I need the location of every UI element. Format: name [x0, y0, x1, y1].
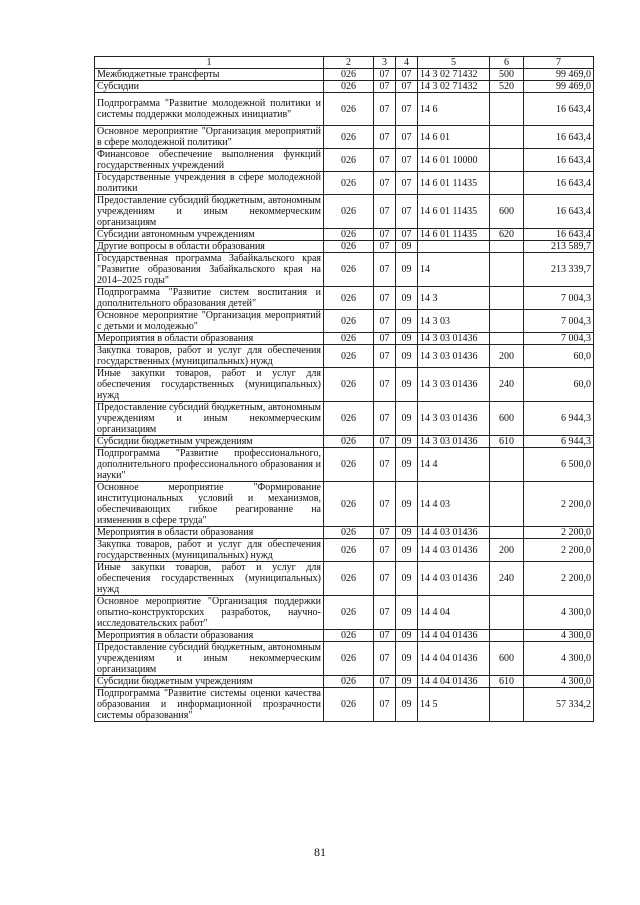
table-row: [95, 676, 594, 688]
row-section-code: 07: [374, 630, 396, 642]
row-name: Государственная программа Забайкальского края "Развитие образования Забайкальского края на 2014–2025 годы": [95, 253, 324, 287]
row-name: Субсидии автономным учреждениям: [95, 229, 324, 241]
row-amount: 4 300,0: [524, 596, 594, 630]
row-amount: 4 300,0: [524, 676, 594, 688]
row-name: Закупка товаров, работ и услуг для обеспечения государственных (муниципальных) нужд: [95, 539, 324, 562]
row-section-code: 07: [374, 368, 396, 402]
row-expense-type: [490, 149, 524, 172]
page-number: 81: [314, 845, 326, 859]
row-amount: 2 200,0: [524, 527, 594, 539]
row-expense-type: [490, 310, 524, 333]
table-header-row: [95, 57, 594, 69]
row-admin-code: 026: [324, 93, 374, 126]
row-admin-code: 026: [324, 676, 374, 688]
row-amount: 16 643,4: [524, 149, 594, 172]
table-row: [95, 345, 594, 368]
row-subsection-code: 09: [396, 448, 418, 482]
table-row: [95, 172, 594, 195]
row-amount: 60,0: [524, 345, 594, 368]
row-subsection-code: 09: [396, 310, 418, 333]
row-subsection-code: 07: [396, 229, 418, 241]
row-expense-type: 600: [490, 402, 524, 436]
row-name: Подпрограмма "Развитие профессионального, дополнительного профессионального образования и науки": [95, 448, 324, 482]
row-section-code: 07: [374, 642, 396, 676]
row-target-article: 14 3 03 01436: [418, 402, 490, 436]
row-subsection-code: 07: [396, 93, 418, 126]
row-target-article: 14 4 03 01436: [418, 527, 490, 539]
row-target-article: 14 4 03: [418, 482, 490, 527]
row-section-code: 07: [374, 69, 396, 81]
table-row: [95, 229, 594, 241]
row-name: Мероприятия в области образования: [95, 630, 324, 642]
row-section-code: 07: [374, 345, 396, 368]
row-target-article: 14 6 01 11435: [418, 195, 490, 229]
table-row: [95, 69, 594, 81]
row-target-article: 14 4 03 01436: [418, 562, 490, 596]
row-admin-code: 026: [324, 448, 374, 482]
row-target-article: 14 4 03 01436: [418, 539, 490, 562]
row-subsection-code: 09: [396, 287, 418, 310]
row-name: Иные закупки товаров, работ и услуг для обеспечения государственных (муниципальных) нужд: [95, 368, 324, 402]
row-target-article: 14 6 01: [418, 126, 490, 149]
row-subsection-code: 07: [396, 172, 418, 195]
row-amount: 99 469,0: [524, 69, 594, 81]
row-admin-code: 026: [324, 81, 374, 93]
row-admin-code: 026: [324, 229, 374, 241]
row-admin-code: 026: [324, 172, 374, 195]
row-expense-type: [490, 93, 524, 126]
row-expense-type: 500: [490, 69, 524, 81]
row-admin-code: 026: [324, 126, 374, 149]
row-admin-code: 026: [324, 562, 374, 596]
row-target-article: [418, 241, 490, 253]
table-row: [95, 688, 594, 722]
row-subsection-code: 07: [396, 126, 418, 149]
row-target-article: 14 6: [418, 93, 490, 126]
table-row: [95, 368, 594, 402]
row-name: Государственные учреждения в сфере молодежной политики: [95, 172, 324, 195]
row-target-article: 14 4 04 01436: [418, 630, 490, 642]
row-admin-code: 026: [324, 287, 374, 310]
header-cell-7: 7: [524, 57, 594, 69]
table-row: [95, 539, 594, 562]
row-admin-code: 026: [324, 345, 374, 368]
budget-table: [94, 56, 594, 722]
row-subsection-code: 09: [396, 676, 418, 688]
row-amount: 16 643,4: [524, 172, 594, 195]
row-section-code: 07: [374, 539, 396, 562]
table-row: [95, 81, 594, 93]
row-target-article: 14 3 03: [418, 310, 490, 333]
header-cell-5: 5: [418, 57, 490, 69]
row-expense-type: 200: [490, 539, 524, 562]
table-row: [95, 482, 594, 527]
row-section-code: 07: [374, 333, 396, 345]
row-amount: 16 643,4: [524, 93, 594, 126]
row-subsection-code: 09: [396, 630, 418, 642]
row-section-code: 07: [374, 287, 396, 310]
row-subsection-code: 07: [396, 69, 418, 81]
header-cell-3: 3: [374, 57, 396, 69]
row-expense-type: [490, 333, 524, 345]
row-target-article: 14 3: [418, 287, 490, 310]
row-section-code: 07: [374, 93, 396, 126]
row-admin-code: 026: [324, 596, 374, 630]
row-admin-code: 026: [324, 402, 374, 436]
row-name: Предоставление субсидий бюджетным, автономным учреждениям и иным некоммерческим организациям: [95, 642, 324, 676]
row-expense-type: 240: [490, 562, 524, 596]
row-subsection-code: 09: [396, 596, 418, 630]
table-row: [95, 596, 594, 630]
row-amount: 4 300,0: [524, 630, 594, 642]
row-amount: 4 300,0: [524, 642, 594, 676]
row-amount: 2 200,0: [524, 562, 594, 596]
row-subsection-code: 09: [396, 241, 418, 253]
table-row: [95, 149, 594, 172]
row-target-article: 14 4 04 01436: [418, 642, 490, 676]
table-row: [95, 642, 594, 676]
row-subsection-code: 09: [396, 402, 418, 436]
row-section-code: 07: [374, 527, 396, 539]
table-row: [95, 93, 594, 126]
row-target-article: 14 5: [418, 688, 490, 722]
row-target-article: 14 6 01 10000: [418, 149, 490, 172]
row-expense-type: [490, 527, 524, 539]
row-expense-type: 520: [490, 81, 524, 93]
row-admin-code: 026: [324, 333, 374, 345]
row-admin-code: 026: [324, 527, 374, 539]
row-amount: 7 004,3: [524, 287, 594, 310]
row-amount: 2 200,0: [524, 482, 594, 527]
row-section-code: 07: [374, 310, 396, 333]
row-expense-type: [490, 126, 524, 149]
row-section-code: 07: [374, 253, 396, 287]
row-subsection-code: 09: [396, 345, 418, 368]
row-target-article: 14: [418, 253, 490, 287]
row-subsection-code: 07: [396, 195, 418, 229]
row-expense-type: [490, 241, 524, 253]
row-subsection-code: 09: [396, 253, 418, 287]
row-section-code: 07: [374, 596, 396, 630]
row-target-article: 14 3 02 71432: [418, 81, 490, 93]
row-section-code: 07: [374, 195, 396, 229]
row-admin-code: 026: [324, 69, 374, 81]
row-target-article: 14 4 04: [418, 596, 490, 630]
table-row: [95, 126, 594, 149]
row-amount: 7 004,3: [524, 310, 594, 333]
row-subsection-code: 09: [396, 642, 418, 676]
row-name: Закупка товаров, работ и услуг для обеспечения государственных (муниципальных) нужд: [95, 345, 324, 368]
row-name: Субсидии бюджетным учреждениям: [95, 436, 324, 448]
row-subsection-code: 09: [396, 368, 418, 402]
row-amount: 6 944,3: [524, 402, 594, 436]
row-subsection-code: 09: [396, 688, 418, 722]
row-section-code: 07: [374, 402, 396, 436]
row-name: Основное мероприятие "Организация поддержки опытно-конструкторских разработок, научно-исследовательских работ": [95, 596, 324, 630]
table-row: [95, 333, 594, 345]
row-name: Межбюджетные трансферты: [95, 69, 324, 81]
table-row: [95, 241, 594, 253]
row-expense-type: 240: [490, 368, 524, 402]
row-target-article: 14 6 01 11435: [418, 172, 490, 195]
row-expense-type: 600: [490, 195, 524, 229]
table-row: [95, 195, 594, 229]
row-admin-code: 026: [324, 253, 374, 287]
row-section-code: 07: [374, 241, 396, 253]
row-expense-type: [490, 287, 524, 310]
row-admin-code: 026: [324, 642, 374, 676]
row-expense-type: 610: [490, 436, 524, 448]
row-target-article: 14 4: [418, 448, 490, 482]
row-subsection-code: 07: [396, 149, 418, 172]
row-name: Иные закупки товаров, работ и услуг для обеспечения государственных (муниципальных) нужд: [95, 562, 324, 596]
row-name: Основное мероприятие "Организация мероприятий с детьми и молодежью": [95, 310, 324, 333]
row-expense-type: [490, 253, 524, 287]
row-target-article: 14 6 01 11435: [418, 229, 490, 241]
row-admin-code: 026: [324, 310, 374, 333]
row-section-code: 07: [374, 172, 396, 195]
row-section-code: 07: [374, 229, 396, 241]
table-row: [95, 436, 594, 448]
table-row: [95, 527, 594, 539]
row-amount: 57 334,2: [524, 688, 594, 722]
row-name: Предоставление субсидий бюджетным, автономным учреждениям и иным некоммерческим организациям: [95, 402, 324, 436]
row-admin-code: 026: [324, 195, 374, 229]
row-admin-code: 026: [324, 368, 374, 402]
row-subsection-code: 09: [396, 333, 418, 345]
table-row: [95, 630, 594, 642]
row-expense-type: 600: [490, 642, 524, 676]
row-amount: 99 469,0: [524, 81, 594, 93]
row-name: Субсидии: [95, 81, 324, 93]
budget-table-body: [95, 57, 594, 722]
row-admin-code: 026: [324, 241, 374, 253]
row-subsection-code: 09: [396, 482, 418, 527]
row-admin-code: 026: [324, 539, 374, 562]
row-amount: 213 339,7: [524, 253, 594, 287]
row-section-code: 07: [374, 448, 396, 482]
row-subsection-code: 09: [396, 539, 418, 562]
row-expense-type: 200: [490, 345, 524, 368]
row-subsection-code: 07: [396, 81, 418, 93]
row-name: Подпрограмма "Развитие системы оценки качества образования и информационной прозрачности системы образования": [95, 688, 324, 722]
table-row: [95, 287, 594, 310]
row-section-code: 07: [374, 688, 396, 722]
row-subsection-code: 09: [396, 436, 418, 448]
row-section-code: 07: [374, 149, 396, 172]
row-expense-type: [490, 688, 524, 722]
row-section-code: 07: [374, 676, 396, 688]
row-name: Основное мероприятие "Формирование институциональных условий и механизмов, обеспечивающих гибкое реагирование на изменения в сфере труда": [95, 482, 324, 527]
row-target-article: 14 3 02 71432: [418, 69, 490, 81]
row-admin-code: 026: [324, 482, 374, 527]
row-section-code: 07: [374, 126, 396, 149]
table-row: [95, 310, 594, 333]
row-amount: 213 589,7: [524, 241, 594, 253]
row-amount: 7 004,3: [524, 333, 594, 345]
row-amount: 16 643,4: [524, 195, 594, 229]
row-name: Мероприятия в области образования: [95, 333, 324, 345]
row-expense-type: 620: [490, 229, 524, 241]
table-row: [95, 253, 594, 287]
row-amount: 16 643,4: [524, 229, 594, 241]
row-target-article: 14 4 04 01436: [418, 676, 490, 688]
row-amount: 2 200,0: [524, 539, 594, 562]
row-amount: 6 944,3: [524, 436, 594, 448]
row-expense-type: [490, 172, 524, 195]
row-target-article: 14 3 03 01436: [418, 436, 490, 448]
row-subsection-code: 09: [396, 562, 418, 596]
table-row: [95, 562, 594, 596]
header-cell-6: 6: [490, 57, 524, 69]
row-amount: 60,0: [524, 368, 594, 402]
row-target-article: 14 3 03 01436: [418, 333, 490, 345]
row-target-article: 14 3 03 01436: [418, 345, 490, 368]
header-cell-4: 4: [396, 57, 418, 69]
row-admin-code: 026: [324, 149, 374, 172]
header-cell-2: 2: [324, 57, 374, 69]
row-name: Основное мероприятие "Организация мероприятий в сфере молодежной политики": [95, 126, 324, 149]
row-section-code: 07: [374, 482, 396, 527]
row-section-code: 07: [374, 81, 396, 93]
row-expense-type: [490, 630, 524, 642]
row-target-article: 14 3 03 01436: [418, 368, 490, 402]
row-expense-type: [490, 596, 524, 630]
row-name: Субсидии бюджетным учреждениям: [95, 676, 324, 688]
row-section-code: 07: [374, 562, 396, 596]
header-cell-1: 1: [95, 57, 324, 69]
row-expense-type: [490, 448, 524, 482]
row-amount: 16 643,4: [524, 126, 594, 149]
row-admin-code: 026: [324, 688, 374, 722]
row-name: Подпрограмма "Развитие молодежной политики и системы поддержки молодежных инициатив": [95, 93, 324, 126]
row-admin-code: 026: [324, 436, 374, 448]
row-name: Мероприятия в области образования: [95, 527, 324, 539]
row-name: Подпрограмма "Развитие систем воспитания и дополнительного образования детей": [95, 287, 324, 310]
table-row: [95, 448, 594, 482]
row-amount: 6 500,0: [524, 448, 594, 482]
row-name: Другие вопросы в области образования: [95, 241, 324, 253]
row-name: Финансовое обеспечение выполнения функций государственных учреждений: [95, 149, 324, 172]
row-expense-type: 610: [490, 676, 524, 688]
row-section-code: 07: [374, 436, 396, 448]
row-admin-code: 026: [324, 630, 374, 642]
row-name: Предоставление субсидий бюджетным, автономным учреждениям и иным некоммерческим организациям: [95, 195, 324, 229]
table-row: [95, 402, 594, 436]
row-subsection-code: 09: [396, 527, 418, 539]
row-expense-type: [490, 482, 524, 527]
